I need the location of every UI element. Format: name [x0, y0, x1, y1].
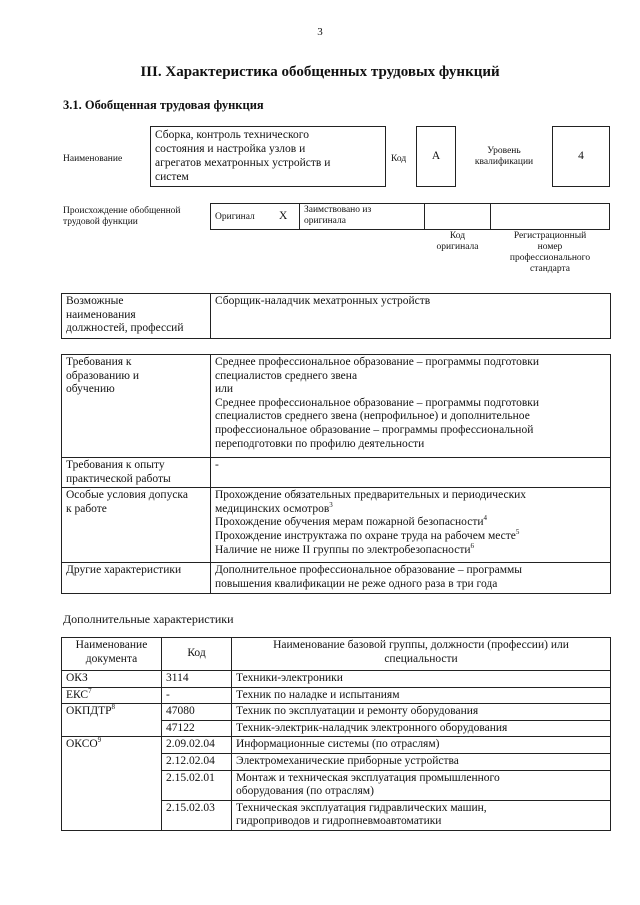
original-cell — [210, 203, 300, 230]
name-cell: Электромеханические приборные устройства — [232, 753, 611, 770]
subsection-title: 3.1. Обобщенная трудовая функция — [63, 98, 264, 112]
code-cell: 2.12.02.04 — [162, 753, 232, 770]
code-value: А — [431, 150, 441, 162]
code-cell: 3114 — [162, 671, 232, 688]
requirement-row-experience — [62, 458, 611, 488]
table-row — [62, 671, 611, 688]
name-label: Наименование — [63, 154, 123, 164]
original-label: Оригинал — [215, 212, 255, 222]
name-value-box — [150, 126, 386, 187]
requirement-value: Дополнительное профессиональное образование – программы повышения квалификации не реже одного раза в три года — [211, 563, 611, 594]
borrowed-cell — [299, 203, 425, 230]
code-cell: 47122 — [162, 720, 232, 737]
requirement-value: - — [211, 458, 611, 488]
code-cell: 2.09.02.04 — [162, 737, 232, 754]
level-label: Уровень квалификации — [474, 146, 534, 167]
doc-cell: ОКЗ — [62, 671, 162, 688]
additional-table — [61, 637, 611, 831]
header-name: Наименование базовой группы, должности (профессии) или специальности — [232, 638, 611, 671]
code-label: Код — [391, 154, 407, 164]
origin-label: Происхождение обобщенной трудовой функции — [63, 206, 181, 227]
level-value-box — [552, 126, 610, 187]
requirement-row-education — [62, 355, 611, 458]
header-code: Код — [162, 638, 232, 671]
requirement-label: Требования к образованию и обучению — [62, 355, 211, 458]
table-row — [62, 737, 611, 754]
positions-value: Сборщик-наладчик мехатронных устройств — [211, 294, 611, 339]
footnote-ref: 9 — [97, 736, 102, 745]
footnote-ref: 5 — [515, 528, 520, 537]
requirement-row-special-conditions — [62, 488, 611, 563]
requirement-value: Среднее профессиональное образование – программы подготовки специалистов среднего звена или Среднее профессиональное образование – программы подготовки специалистов среднего звена (непрофильное) и дополнительное профессиональное образование – программы профессиональной переподготовки по профилю деятельности — [211, 355, 611, 458]
table-row — [62, 704, 611, 721]
name-cell: Техник по эксплуатации и ремонту оборудования — [232, 704, 611, 721]
footnote-ref: 6 — [470, 541, 475, 550]
requirement-label: Особые условия допуска к работе — [62, 488, 211, 563]
code-cell: - — [162, 687, 232, 704]
name-cell: Техник-электрик-наладчик электронного оборудования — [232, 720, 611, 737]
additional-title: Дополнительные характеристики — [63, 612, 234, 626]
name-cell: Монтаж и техническая эксплуатация промышленного оборудования (по отраслям) — [232, 770, 611, 800]
name-cell: Техник по наладке и испытаниям — [232, 687, 611, 704]
positions-row — [62, 294, 611, 339]
requirement-label: Требования к опыту практической работы — [62, 458, 211, 488]
doc-cell: ОКСО$^9$ — [62, 737, 162, 831]
requirement-label: Другие характеристики — [62, 563, 211, 594]
code-cell: 47080 — [162, 704, 232, 721]
name-cell: Информационные системы (по отраслям) — [232, 737, 611, 754]
section-title: III. Характеристика обобщенных трудовых функций — [140, 64, 500, 80]
requirements-table — [61, 354, 611, 594]
positions-table — [61, 293, 611, 339]
table-row — [62, 687, 611, 704]
level-value: 4 — [578, 150, 584, 162]
code-cell: 2.15.02.03 — [162, 800, 232, 830]
requirement-row-other — [62, 563, 611, 594]
page-number: 3 — [317, 26, 323, 38]
borrowed-label: Заимствовано из оригинала — [304, 205, 372, 226]
original-code-cell — [424, 203, 491, 230]
original-mark: Х — [279, 210, 288, 222]
name-cell: Техники-электроники — [232, 671, 611, 688]
doc-cell: ОКПДТР$^8$ — [62, 704, 162, 737]
header-doc: Наименование документа — [62, 638, 162, 671]
footnote-ref: 7 — [88, 686, 92, 695]
footnote-ref: 3 — [329, 500, 333, 509]
reg-number-caption: Регистрационный номер профессионального стандарта — [509, 231, 591, 274]
positions-label: Возможные наименования должностей, профессий — [62, 294, 211, 339]
code-cell: 2.15.02.01 — [162, 770, 232, 800]
name-value: Сборка, контроль технического состояния и настройка узлов и агрегатов мехатронных устройств и систем — [155, 129, 331, 183]
doc-cell: ЕКС$^7$ — [62, 687, 162, 704]
footnote-ref: 8 — [111, 703, 116, 712]
name-cell: Техническая эксплуатация гидравлических машин, гидроприводов и гидропневмоавтоматики — [232, 800, 611, 830]
code-value-box — [416, 126, 456, 187]
footnote-ref: 4 — [483, 514, 488, 523]
code-original-caption: Код оригинала — [436, 231, 479, 252]
reg-number-cell — [490, 203, 610, 230]
requirement-value: Прохождение обязательных предварительных и периодических медицинских осмотров$^3$ Прохождение обучения мерам пожарной безопасности$^4$ Прохождение инструктажа по охране труда на рабочем месте$^5$ Наличие не ниже II группы по электробезопасности$^6$ — [211, 488, 611, 563]
additional-header-row — [62, 638, 611, 671]
